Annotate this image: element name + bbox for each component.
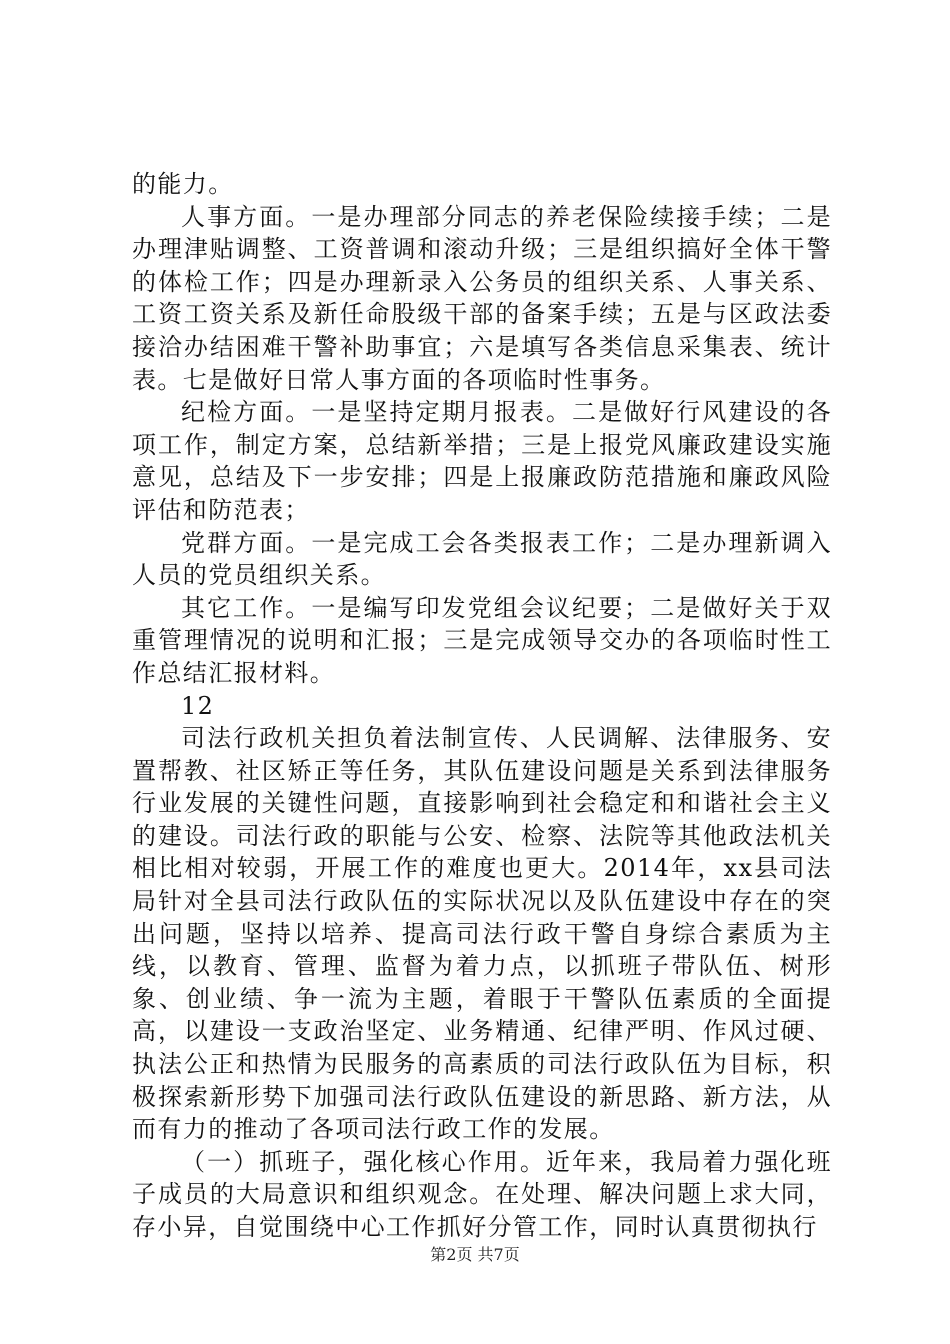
paragraph-other-work: 其它工作。一是编写印发党组会议纪要；二是做好关于双重管理情况的说明和汇报；三是完成领导交办的各项临时性工作总结汇报材料。	[132, 593, 832, 687]
document-body	[132, 168, 832, 1244]
paragraph-judicial-admin: 司法行政机关担负着法制宣传、人民调解、法律服务、安置帮教、社区矫正等任务，其队伍建设问题是关系到法律服务行业发展的关键性问题，直接影响到社会稳定和和谐社会主义的建设。司法行政的职能与公安、检察、法院等其他政法机关相比相对较弱，开展工作的难度也更大。2014年，xx县司法局针对全县司法行政队伍的实际状况以及队伍建设中存在的突出问题，坚持以培养、提高司法行政干警自身综合素质为主线，以教育、管理、监督为着力点，以抓班子带队伍、树形象、创业绩、争一流为主题，着眼于干警队伍素质的全面提高，以建设一支政治坚定、业务精通、纪律严明、作风过硬、执法公正和热情为民服务的高素质的司法行政队伍为目标，积极探索新形势下加强司法行政队伍建设的新思路、新方法，从而有力的推动了各项司法行政工作的发展。	[132, 724, 832, 1144]
paragraph-personnel: 人事方面。一是办理部分同志的养老保险续接手续；二是办理津贴调整、工资普调和滚动升级；三是组织搞好全体干警的体检工作；四是办理新录入公务员的组织关系、人事关系、工资工资关系及新任命股级干部的备案手续；五是与区政法委接洽办结困难干警补助事宜；六是填写各类信息采集表、统计表。七是做好日常人事方面的各项临时性事务。	[132, 202, 832, 394]
paragraph-continuation: 的能力。	[132, 170, 234, 198]
paragraph-discipline: 纪检方面。一是坚持定期月报表。二是做好行风建设的各项工作，制定方案，总结新举措；三是上报党风廉政建设实施意见，总结及下一步安排；四是上报廉政防范措施和廉政风险评估和防范表；	[132, 398, 832, 524]
page-footer: 第2页 共7页	[430, 1245, 520, 1264]
paragraph-leadership: （一）抓班子，强化核心作用。近年来，我局着力强化班子成员的大局意识和组织观念。在处理、解决问题上求大同，存小异，自觉围绕中心工作抓好分管工作，同时认真贯彻执行	[132, 1147, 832, 1241]
paragraph-party: 党群方面。一是完成工会各类报表工作；二是办理新调入人员的党员组织关系。	[132, 528, 832, 590]
section-number: 12	[181, 691, 215, 720]
